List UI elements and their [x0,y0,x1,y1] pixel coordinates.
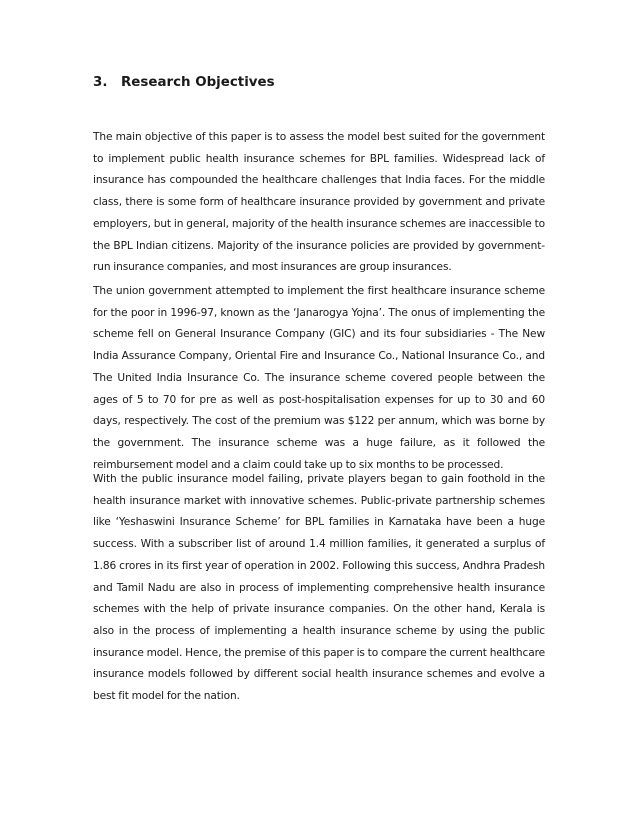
section-title: Research Objectives [121,75,275,90]
section-heading [93,75,275,90]
section-number: 3. [93,75,108,90]
paragraph-main-objective: The main objective of this paper is to assess the model best suited for the government to implement public health insurance schemes for BPL families. Widespread lack of insurance has compounded the healthcare challenges that India faces. For the middle class, there is some form of healthcare insurance provided by government and private employers, but in general, majority of the health insurance schemes are inaccessible to the BPL Indian citizens. Majority of the insurance policies are provided by government-run insurance companies, and most insurances are group insurances. [93,131,545,274]
paragraph-public-insurance-failing: With the public insurance model failing, private players began to gain foothold in the health insurance market with innovative schemes. Public-private partnership schemes like ‘Yeshaswini Insurance Scheme’ for BPL families in Karnataka have been a huge success. With a subscriber list of around 1.4 million families, it generated a surplus of 1.86 crores in its first year of operation in 2002. Following this success, Andhra Pradesh and Tamil Nadu are also in process of implementing comprehensive health insurance schemes with the help of private insurance companies. On the other hand, Kerala is also in the process of implementing a health insurance scheme by using the public insurance model. Hence, the premise of this paper is to compare the current healthcare insurance models followed by different social health insurance schemes and evolve a best fit model for the nation. [93,473,545,703]
paragraph-union-government: The union government attempted to implement the first healthcare insurance scheme for the poor in 1996-97, known as the ‘Janarogya Yojna’. The onus of implementing the scheme fell on General Insurance Company (GIC) and its four subsidiaries - The New India Assurance Company, Oriental Fire and Insurance Co., National Insurance Co., and The United India Insurance Co. The insurance scheme covered people between the ages of 5 to 70 for pre as well as post-hospitalisation expenses for up to 30 and 60 days, respectively. The cost of the premium was $122 per annum, which was borne by the government. The insurance scheme was a huge failure, as it followed the reimbursement model and a claim could take up to six months to be processed. [93,285,545,471]
